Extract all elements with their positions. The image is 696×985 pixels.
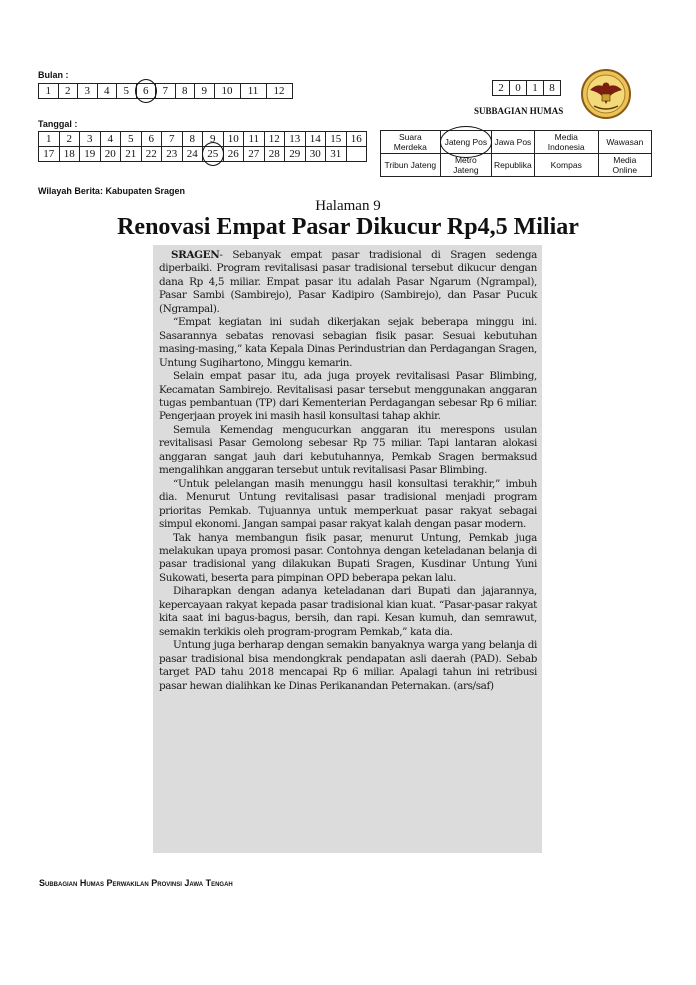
date-cell bbox=[182, 132, 203, 147]
subbagian-label: SUBBAGIAN HUMAS bbox=[474, 106, 564, 116]
month-cell bbox=[78, 84, 98, 99]
date-cell-value: 21 bbox=[125, 148, 137, 160]
date-cell-value: 16 bbox=[350, 133, 362, 145]
newspaper-name: Jawa Pos bbox=[494, 137, 532, 147]
date-cell bbox=[203, 147, 224, 162]
date-cell bbox=[59, 147, 80, 162]
page-number: Halaman 9 bbox=[315, 198, 381, 214]
article-paragraph bbox=[159, 370, 537, 424]
month-cell-value: 11 bbox=[247, 85, 259, 97]
year-digit bbox=[493, 81, 510, 96]
month-cell-value: 5 bbox=[123, 85, 129, 97]
month-cell-value: 3 bbox=[84, 85, 90, 97]
date-cell-value: 15 bbox=[330, 133, 342, 145]
date-cell-value: 19 bbox=[84, 148, 96, 160]
date-cell-value: 14 bbox=[309, 133, 321, 145]
newspaper-cell bbox=[491, 131, 534, 154]
paragraph-text: Diharapkan dengan adanya keteladanan dari Bupati dan jajarannya, kepercayaan rakyat kepada pasar tradisional kian kuat. “Pasar-pasar rakyat kita saat ini bagus-bagus, bersih, dan rapi. Kesan kumuh, dan semrawut, semakin terkikis oleh program-program Pemkab,” kata dia. bbox=[159, 585, 537, 638]
date-cell-value: 1 bbox=[46, 133, 52, 145]
paragraph-text: “Untuk pelelangan masih menunggu hasil konsultasi terakhir,” imbuh dia. Menurut Untung revitalisasi pasar tradisional menjadi program prioritas Pemkab. Tujuannya untuk memperkuat pasar rakyat sebagai simpul ekonomi. Jangan sampai pasar rakyat kalah dengan pasar modern. bbox=[159, 477, 537, 531]
date-cell bbox=[39, 147, 60, 162]
date-cell-value: 11 bbox=[248, 133, 260, 145]
newspaper-name: Media Indonesia bbox=[547, 132, 585, 152]
article-paragraph bbox=[159, 639, 537, 693]
year-digit bbox=[510, 81, 527, 96]
article-paragraph bbox=[159, 532, 537, 586]
newspaper-cell bbox=[381, 154, 441, 177]
date-cell-value: 17 bbox=[43, 148, 55, 160]
month-cell bbox=[156, 84, 176, 99]
date-cell-value: 8 bbox=[189, 133, 195, 145]
date-cell bbox=[100, 147, 121, 162]
date-cell-value: 23 bbox=[166, 148, 178, 160]
date-cell bbox=[59, 132, 80, 147]
month-cell bbox=[240, 84, 266, 99]
newspaper-name: Metro Jateng bbox=[453, 155, 479, 175]
newspaper-clipping bbox=[153, 245, 542, 853]
date-cell bbox=[244, 147, 265, 162]
footer: Subbagian Humas Perwakilan Provinsi Jawa Tengah bbox=[39, 878, 233, 888]
date-cell-value: 7 bbox=[169, 133, 175, 145]
date-cell bbox=[141, 147, 162, 162]
month-cell-value: 9 bbox=[201, 85, 207, 97]
month-cell bbox=[97, 84, 117, 99]
month-cell bbox=[58, 84, 78, 99]
date-cell bbox=[305, 132, 326, 147]
date-cell bbox=[162, 132, 183, 147]
newspaper-cell bbox=[491, 154, 534, 177]
newspaper-cell bbox=[534, 131, 598, 154]
date-cell bbox=[305, 147, 326, 162]
date-grid bbox=[38, 131, 367, 162]
date-cell bbox=[223, 132, 244, 147]
date-cell-value: 20 bbox=[104, 148, 116, 160]
headline: Renovasi Empat Pasar Dikucur Rp4,5 Miliar bbox=[117, 214, 579, 240]
date-cell-value: 13 bbox=[289, 133, 301, 145]
dateline: SRAGEN bbox=[171, 249, 220, 261]
year-digit-value: 2 bbox=[498, 82, 504, 94]
paragraph-text: - Sebanyak empat pasar tradisional di Sragen sedenga diperbaiki. Program revitalisasi pasar tradisional tersebut dikucur dengan dana Rp 4,5 miliar. Empat pasar itu adalah Pasar Ngarum (Ngrampal), Pasar Sambi (Sambirejo), Pasar Kadipiro (Sambirejo), dan Pasar Pucuk (Ngrampal). bbox=[159, 249, 537, 315]
date-cell bbox=[346, 147, 367, 162]
date-cell bbox=[346, 132, 367, 147]
date-cell-value: 18 bbox=[63, 148, 75, 160]
paragraph-text: Selain empat pasar itu, ada juga proyek revitalisasi Pasar Blimbing, Kecamatan Sambirejo. Revitalisasi pasar tersebut menggunakan anggaran tugas pembantuan (TP) dari Kementerian Perdagangan sebesar Rp 6 miliar. Pengerjaan proyek ini masih hasil konsultasi tahap akhir. bbox=[159, 370, 537, 423]
date-cell-value: 22 bbox=[145, 148, 157, 160]
date-cell-value: 10 bbox=[227, 133, 239, 145]
date-cell-value: 12 bbox=[268, 133, 280, 145]
date-cell-value: 31 bbox=[330, 148, 342, 160]
month-cell-value: 12 bbox=[273, 85, 285, 97]
date-cell-value: 24 bbox=[186, 148, 198, 160]
date-cell-value: 29 bbox=[289, 148, 301, 160]
newspaper-cell bbox=[598, 131, 651, 154]
date-cell-value: 30 bbox=[309, 148, 321, 160]
year-digit-value: 1 bbox=[532, 82, 538, 94]
month-cell-value: 4 bbox=[104, 85, 110, 97]
newspaper-cell bbox=[534, 154, 598, 177]
date-cell bbox=[121, 147, 142, 162]
month-cell bbox=[117, 84, 137, 99]
date-cell-value: 6 bbox=[148, 133, 154, 145]
article-paragraph bbox=[159, 585, 537, 639]
date-cell bbox=[80, 147, 101, 162]
year-grid bbox=[492, 80, 561, 96]
wilayah-berita: Wilayah Berita: Kabupaten Sragen bbox=[38, 186, 185, 196]
paragraph-text: Tak hanya membangun fisik pasar, menurut Untung, Pemkab juga melakukan upaya promosi pasar. Contohnya dengan keteladanan belanja di pasar tradisional yang dilakukan Bupati Sragen, Kusdinar Untung Yuni Sukowati, beserta para pimpinan OPD beberapa pekan lalu. bbox=[159, 531, 537, 584]
paragraph-text: Untung juga berharap dengan semakin banyaknya warga yang belanja di pasar tradisional bisa mendongkrak pendapatan asli daerah (PAD). Sebab target PAD tahu 2018 mencapai Rp 6 miliar. Apalagi tahun ini retribusi pasar hewan dialihkan ke Dinas Perikanandan Peternakan. (ars/saf) bbox=[159, 639, 537, 692]
date-cell bbox=[223, 147, 244, 162]
article-paragraph bbox=[159, 478, 537, 532]
date-cell-value: 2 bbox=[66, 133, 72, 145]
date-cell bbox=[80, 132, 101, 147]
newspaper-table bbox=[380, 130, 652, 177]
date-cell-value: 27 bbox=[248, 148, 260, 160]
date-cell bbox=[121, 132, 142, 147]
date-cell bbox=[39, 132, 60, 147]
date-cell bbox=[285, 132, 306, 147]
month-cell-value: 2 bbox=[65, 85, 71, 97]
year-digit-value: 0 bbox=[515, 82, 521, 94]
date-cell-value: 3 bbox=[87, 133, 93, 145]
date-cell bbox=[264, 132, 285, 147]
bulan-label: Bulan : bbox=[38, 70, 69, 80]
date-cell bbox=[264, 147, 285, 162]
newspaper-name: Suara Merdeka bbox=[393, 132, 427, 152]
newspaper-cell bbox=[381, 131, 441, 154]
newspaper-cell bbox=[440, 131, 491, 154]
newspaper-name: Tribun Jateng bbox=[384, 160, 437, 170]
newspaper-name: Kompas bbox=[550, 160, 582, 170]
date-cell-value: 26 bbox=[227, 148, 239, 160]
newspaper-name: Wawasan bbox=[606, 137, 644, 147]
article-paragraph bbox=[159, 316, 537, 370]
month-cell bbox=[39, 84, 59, 99]
date-cell-value: 25 bbox=[207, 148, 219, 160]
paragraph-text: Semula Kemendag mengucurkan anggaran itu merespons usulan revitalisasi Pasar Gemolong sebesar Rp 75 miliar. Tapi lantaran alokasi anggaran sangat jauh dari kebutuhannya, Pemkab Sragen bermaksud mengalihkan anggaran tersebut untuk revitalisasi Pasar Blimbing. bbox=[159, 423, 537, 477]
month-cell bbox=[266, 84, 292, 99]
date-cell bbox=[141, 132, 162, 147]
month-cell bbox=[175, 84, 195, 99]
month-cell-value: 7 bbox=[162, 85, 168, 97]
month-cell-value: 10 bbox=[221, 85, 233, 97]
month-cell bbox=[195, 84, 215, 99]
paragraph-text: “Empat kegiatan ini sudah dikerjakan sejak beberapa minggu ini. Sasarannya sebatas renovasi sebagian fisik pasar. Sesuai kebutuhan masing-masing,” kata Kepala Dinas Perindustrian dan Perdagangan Sragen, Untung Sugihartono, Minggu kemarin. bbox=[159, 316, 537, 369]
article-paragraph bbox=[159, 424, 537, 478]
newspaper-name: Jateng Pos bbox=[444, 137, 488, 147]
date-cell-value: 5 bbox=[128, 133, 134, 145]
year-digit bbox=[527, 81, 544, 96]
month-cell bbox=[214, 84, 240, 99]
date-cell-value: 4 bbox=[107, 133, 113, 145]
date-cell-value: 9 bbox=[210, 133, 216, 145]
month-cell bbox=[136, 84, 156, 99]
year-digit bbox=[544, 81, 561, 96]
date-cell bbox=[244, 132, 265, 147]
month-cell-value: 1 bbox=[45, 85, 51, 97]
date-cell bbox=[182, 147, 203, 162]
month-cell-value: 8 bbox=[182, 85, 188, 97]
tanggal-label: Tanggal : bbox=[38, 119, 78, 129]
date-cell bbox=[162, 147, 183, 162]
date-cell bbox=[326, 147, 347, 162]
newspaper-cell bbox=[598, 154, 651, 177]
newspaper-name: Media Online bbox=[612, 155, 638, 175]
month-grid bbox=[38, 83, 293, 99]
article-paragraph bbox=[159, 249, 537, 316]
month-cell-value: 6 bbox=[143, 85, 149, 97]
garuda-emblem-icon bbox=[580, 68, 632, 120]
newspaper-name: Republika bbox=[493, 160, 532, 170]
year-digit-value: 8 bbox=[549, 82, 555, 94]
date-cell-value: 28 bbox=[268, 148, 280, 160]
date-cell bbox=[326, 132, 347, 147]
date-cell bbox=[285, 147, 306, 162]
date-cell bbox=[100, 132, 121, 147]
